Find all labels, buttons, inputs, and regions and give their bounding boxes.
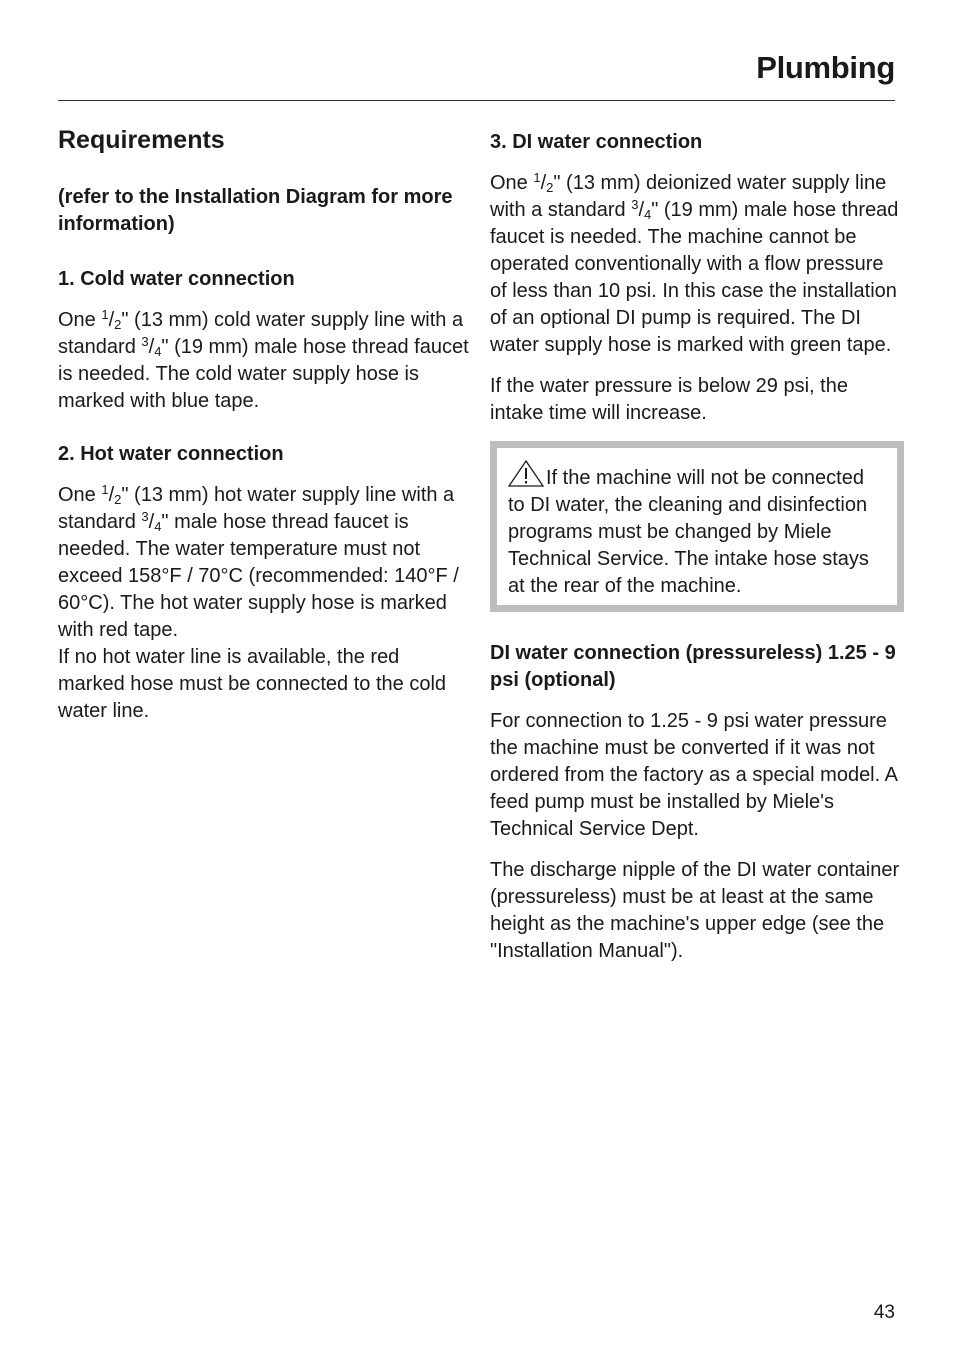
hot-water-heading: 2. Hot water connection [58, 443, 284, 465]
pressureless-text-1: For connection to 1.25 - 9 psi water pressure the machine must be converted if it was not ordered from the factory as a special model. A feed pump must be installed by Miele's Technical Service Dept. [490, 710, 897, 840]
header-rule [58, 100, 895, 101]
section-heading-requirements: Requirements [58, 126, 225, 154]
di-water-text: One $^1/_2$" (13 mm) deionized water supply line with a standard $^3/_4$" (19 mm) male hose thread faucet is needed. The machine cannot be operated conventionally with a flow pressure of less than 10 psi. In this case the installation of an optional DI pump is required. The DI water supply hose is marked with green tape. [490, 170, 899, 356]
di-water-heading: 3. DI water connection [490, 131, 703, 153]
page-title: Plumbing [756, 50, 895, 85]
right-column [490, 124, 902, 991]
page-number: 43 [873, 1302, 895, 1323]
pressureless-heading: DI water connection (pressureless) 1.25 - 9 psi (optional) [490, 642, 896, 691]
hot-water-text: One $^1/_2$" (13 mm) hot water supply line with a standard $^3/_4$" male hose thread faucet is needed. The water temperature must not exceed 158°F / 70°C (recommended: 140°F / 60°C). The hot water supply hose is marked with red tape. [58, 482, 459, 641]
warning-text: If the machine will not be connected to DI water, the cleaning and disinfection programs must be changed by Miele Technical Service. The intake hose stays at the rear of the machine. [508, 467, 869, 597]
left-column [58, 124, 470, 751]
warning-triangle-icon [508, 460, 544, 487]
pressure-note: If the water pressure is below 29 psi, the intake time will increase. [490, 375, 848, 424]
cold-water-text: One $^1/_2$" (13 mm) cold water supply line with a standard $^3/_4$" (19 mm) male hose thread faucet is needed. The cold water supply hose is marked with blue tape. [58, 307, 469, 412]
cold-water-heading: 1. Cold water connection [58, 268, 295, 290]
warning-box [490, 441, 904, 612]
intro-note: (refer to the Installation Diagram for more information) [58, 186, 453, 235]
pressureless-text-2: The discharge nipple of the DI water container (pressureless) must be at least at the same height as the machine's upper edge (see the "Installation Manual"). [490, 859, 900, 962]
hot-water-fallback-text: If no hot water line is available, the red marked hose must be connected to the cold water line. [58, 646, 447, 722]
